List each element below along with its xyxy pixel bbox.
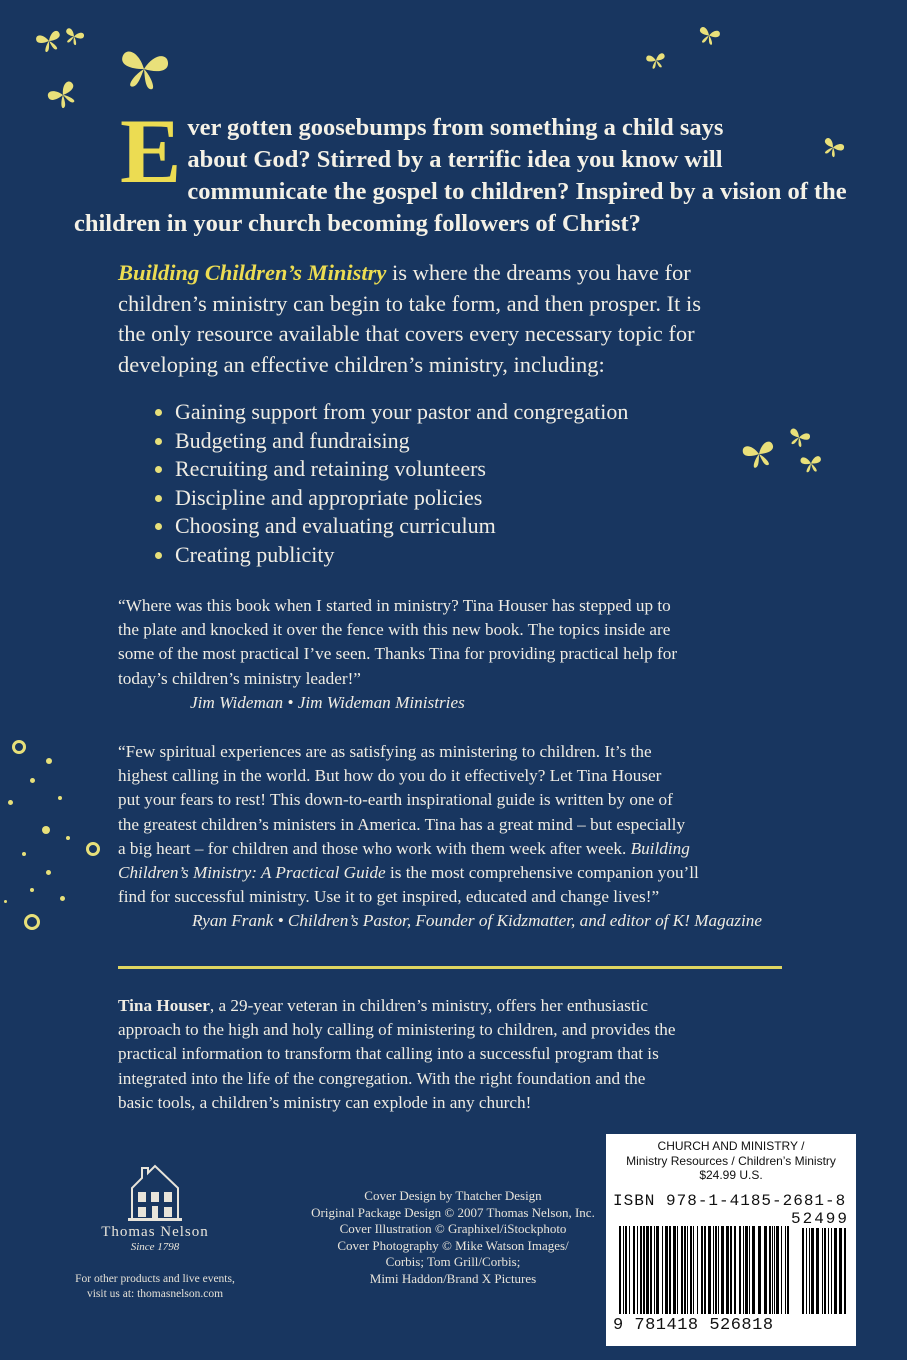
barcode-bar xyxy=(669,1226,671,1314)
quote-attribution: Ryan Frank • Children’s Pastor, Founder of Kidzmatter, and editor of K! Magazine xyxy=(192,911,763,931)
butterfly-icon xyxy=(696,23,722,47)
category-line: Ministry Resources / Children’s Ministry xyxy=(626,1153,836,1168)
bio-line: basic tools, a children’s ministry can explode in any church! xyxy=(118,1092,532,1112)
bio-line: integrated into the life of the congregation. With the right foundation and the xyxy=(118,1068,646,1088)
bullet-icon xyxy=(155,523,162,530)
intro-line: communicate the gospel to children? Inspired by a vision of the xyxy=(187,178,847,205)
quote-line: “Where was this book when I started in ministry? Tina Houser has stepped up to xyxy=(118,596,671,615)
bullet-icon xyxy=(155,409,162,416)
category-line: CHURCH AND MINISTRY / xyxy=(657,1139,805,1153)
barcode-bar xyxy=(643,1226,645,1314)
quote-line: “Few spiritual experiences are as satisfying as ministering to children. It’s the xyxy=(118,742,652,761)
barcode-bar xyxy=(776,1226,779,1314)
quote-line: today’s children’s ministry leader!” xyxy=(118,668,361,688)
barcode-bar xyxy=(633,1226,635,1314)
quote-line: is the most comprehensive companion you’ll xyxy=(385,863,699,883)
credit-line: Cover Illustration © Graphixel/iStockphoto xyxy=(339,1221,567,1236)
sparkle-dot xyxy=(46,870,51,875)
intro-line: ver gotten goosebumps from something a child says xyxy=(187,114,724,141)
sparkle-ring xyxy=(86,842,100,856)
author-name: Tina Houser xyxy=(118,996,210,1015)
barcode-bar xyxy=(701,1226,703,1314)
barcode-bar xyxy=(715,1226,717,1314)
butterfly-icon xyxy=(44,76,83,114)
endorsement-quote xyxy=(118,594,818,715)
barcode-bars xyxy=(618,1226,793,1314)
description-paragraph xyxy=(118,258,818,380)
quote-line: the greatest children’s ministers in America. Tina has a great mind – but especially xyxy=(118,814,686,834)
book-title: Children’s Ministry: A Practical Guide xyxy=(118,863,386,883)
barcode-bar xyxy=(640,1226,642,1314)
barcode-bar xyxy=(726,1226,729,1314)
bio-text: , a 29-year veteran in children’s ministry, offers her enthusiastic xyxy=(209,996,648,1015)
sparkle-ring xyxy=(12,740,26,754)
bullet-icon xyxy=(155,438,162,445)
barcode-bar xyxy=(619,1226,621,1314)
barcode-bar xyxy=(739,1226,741,1314)
price-code: 52499 xyxy=(790,1210,849,1228)
list-item: Choosing and evaluating curriculum xyxy=(150,512,628,541)
barcode-bar xyxy=(772,1226,773,1314)
barcode-bar xyxy=(764,1226,767,1314)
description-line: children’s ministry can begin to take form, and then prosper. It is xyxy=(118,290,701,316)
list-item: Discipline and appropriate policies xyxy=(150,484,628,513)
barcode-bar xyxy=(681,1226,683,1314)
barcode-bar xyxy=(713,1226,714,1314)
barcode-bar xyxy=(831,1228,832,1314)
credit-line: Mimi Haddon/Brand X Pictures xyxy=(369,1270,537,1286)
cover-credits xyxy=(258,1188,648,1287)
barcode-bar xyxy=(822,1228,823,1314)
barcode-bar xyxy=(774,1226,775,1314)
barcode-bar xyxy=(693,1226,694,1314)
sparkle-dot xyxy=(42,826,50,834)
list-item: Budgeting and fundraising xyxy=(150,427,628,456)
sparkle-dot xyxy=(66,836,70,840)
credit-line: Cover Photography © Mike Watson Images/ xyxy=(337,1237,569,1253)
butterfly-icon xyxy=(799,453,823,474)
barcode-bar xyxy=(769,1226,771,1314)
barcode-bar xyxy=(687,1226,688,1314)
price-label: $24.99 U.S. xyxy=(699,1168,763,1182)
barcode-bar xyxy=(646,1226,649,1314)
barcode-bar xyxy=(650,1226,652,1314)
publisher-name: Thomas Nelson xyxy=(101,1224,209,1240)
ean-number: 9 781418 526818 xyxy=(613,1316,774,1335)
sparkle-dot xyxy=(30,778,35,783)
barcode-bar xyxy=(758,1226,761,1314)
list-item: Creating publicity xyxy=(150,541,628,570)
barcode-bar xyxy=(673,1226,676,1314)
barcode-bar xyxy=(690,1226,692,1314)
barcode-bar xyxy=(654,1226,655,1314)
sparkle-dot xyxy=(8,800,13,805)
barcode-bar xyxy=(743,1226,744,1314)
quote-line: some of the most practical I’ve seen. Thanks Tina for providing practical help for xyxy=(118,644,678,664)
bio-line: practical information to transform that calling into a successful program that is xyxy=(118,1044,659,1064)
publisher-logo xyxy=(40,1162,270,1253)
credit-line: Original Package Design © 2007 Thomas Nelson, Inc. xyxy=(311,1204,595,1220)
butterfly-icon xyxy=(819,134,847,161)
intro-line: children in your church becoming followers of Christ? xyxy=(74,210,641,237)
barcode-bar xyxy=(781,1226,782,1314)
barcode-bar xyxy=(665,1226,668,1314)
quote-line: a big heart – for children and those who work with them week after week. xyxy=(118,838,627,858)
butterfly-icon xyxy=(739,437,778,471)
quote-line: put your fears to rest! This down-to-earth inspirational guide is written by one of xyxy=(118,790,673,810)
barcode-bar xyxy=(697,1226,698,1314)
barcode-bar xyxy=(752,1226,755,1314)
butterfly-icon xyxy=(645,50,668,70)
intro-paragraph xyxy=(74,100,847,240)
credit-line: Cover Design by Thatcher Design xyxy=(364,1188,542,1203)
author-bio xyxy=(118,994,818,1115)
bullet-icon xyxy=(155,495,162,502)
barcode-bar xyxy=(749,1226,750,1314)
barcode-bar xyxy=(730,1226,732,1314)
divider xyxy=(118,966,782,969)
barcode-bar xyxy=(704,1226,706,1314)
barcode-bar xyxy=(824,1228,826,1314)
description-text: is where the dreams you have for xyxy=(386,260,691,285)
barcode-bar xyxy=(785,1226,786,1314)
quote-line: highest calling in the world. But how do you do it effectively? Let Tina Houser xyxy=(118,766,662,786)
barcode-bar xyxy=(708,1226,711,1314)
butterfly-icon xyxy=(34,27,65,55)
barcode-bar xyxy=(811,1228,814,1314)
barcode-bar xyxy=(677,1226,678,1314)
contact-line: visit us at: thomasnelson.com xyxy=(86,1288,224,1300)
barcode-bar xyxy=(834,1228,837,1314)
barcode-bar xyxy=(828,1228,829,1314)
drop-cap: E xyxy=(120,100,182,202)
credit-line: Corbis; Tom Grill/Corbis; xyxy=(385,1254,521,1269)
isbn-text: ISBN 978-1-4185-2681-8 xyxy=(613,1192,847,1210)
barcode-bar xyxy=(623,1226,624,1314)
description-line: developing an effective children’s ministry, including: xyxy=(118,351,605,377)
sparkle-dot xyxy=(22,852,26,856)
barcode-bar xyxy=(816,1228,819,1314)
sparkle-dot xyxy=(60,896,65,901)
barcode-bar xyxy=(806,1228,807,1314)
barcode-bar xyxy=(734,1226,736,1314)
sparkle-ring xyxy=(24,914,40,930)
barcode-bar xyxy=(839,1228,842,1314)
sparkle-dot xyxy=(58,796,62,800)
barcode-bar xyxy=(787,1226,789,1314)
publisher-since: Since 1798 xyxy=(130,1241,180,1253)
quote-attribution: Jim Wideman • Jim Wideman Ministries xyxy=(190,692,465,712)
bullet-icon xyxy=(155,552,162,559)
barcode-label xyxy=(606,1134,856,1346)
barcode-addon-bars xyxy=(801,1228,849,1314)
barcode-bar xyxy=(745,1226,748,1314)
barcode-bar xyxy=(656,1226,659,1314)
quote-line: find for successful ministry. Use it to get inspired, educated and change lives!” xyxy=(118,887,660,907)
book-title: Building Children’s Ministry xyxy=(118,260,387,285)
barcode-bar xyxy=(662,1226,663,1314)
barcode-bar xyxy=(721,1226,724,1314)
sparkle-dot xyxy=(46,758,52,764)
butterfly-icon xyxy=(785,425,812,450)
barcode-bar xyxy=(637,1226,638,1314)
barcode-bar xyxy=(684,1226,686,1314)
intro-line: about God? Stirred by a terrific idea you know will xyxy=(187,146,723,173)
list-item: Gaining support from your pastor and congregation xyxy=(150,398,628,427)
quote-line: the plate and knocked it over the fence with this new book. The topics inside are xyxy=(118,620,671,640)
barcode-bar xyxy=(629,1226,630,1314)
sparkle-dot xyxy=(30,888,34,892)
house-logo-icon xyxy=(126,1162,184,1222)
bio-line: approach to the high and holy calling of ministering to children, and provides the xyxy=(118,1020,676,1040)
publisher-contact xyxy=(40,1272,270,1302)
contact-line: For other products and live events, xyxy=(75,1273,235,1285)
description-line: the only resource available that covers every necessary topic for xyxy=(118,321,695,346)
barcode-bar xyxy=(802,1228,804,1314)
book-title: Building xyxy=(630,838,690,858)
endorsement-quote xyxy=(118,740,818,934)
category-label xyxy=(606,1139,856,1183)
list-item: Recruiting and retaining volunteers xyxy=(150,455,628,484)
butterfly-icon xyxy=(115,45,172,94)
topics-list xyxy=(150,398,628,569)
barcode-bar xyxy=(718,1226,719,1314)
bullet-icon xyxy=(155,466,162,473)
sparkle-dot xyxy=(4,900,7,903)
barcode-bar xyxy=(844,1228,846,1314)
barcode-bar xyxy=(809,1228,810,1314)
butterfly-icon xyxy=(62,25,87,48)
barcode-bar xyxy=(625,1226,627,1314)
